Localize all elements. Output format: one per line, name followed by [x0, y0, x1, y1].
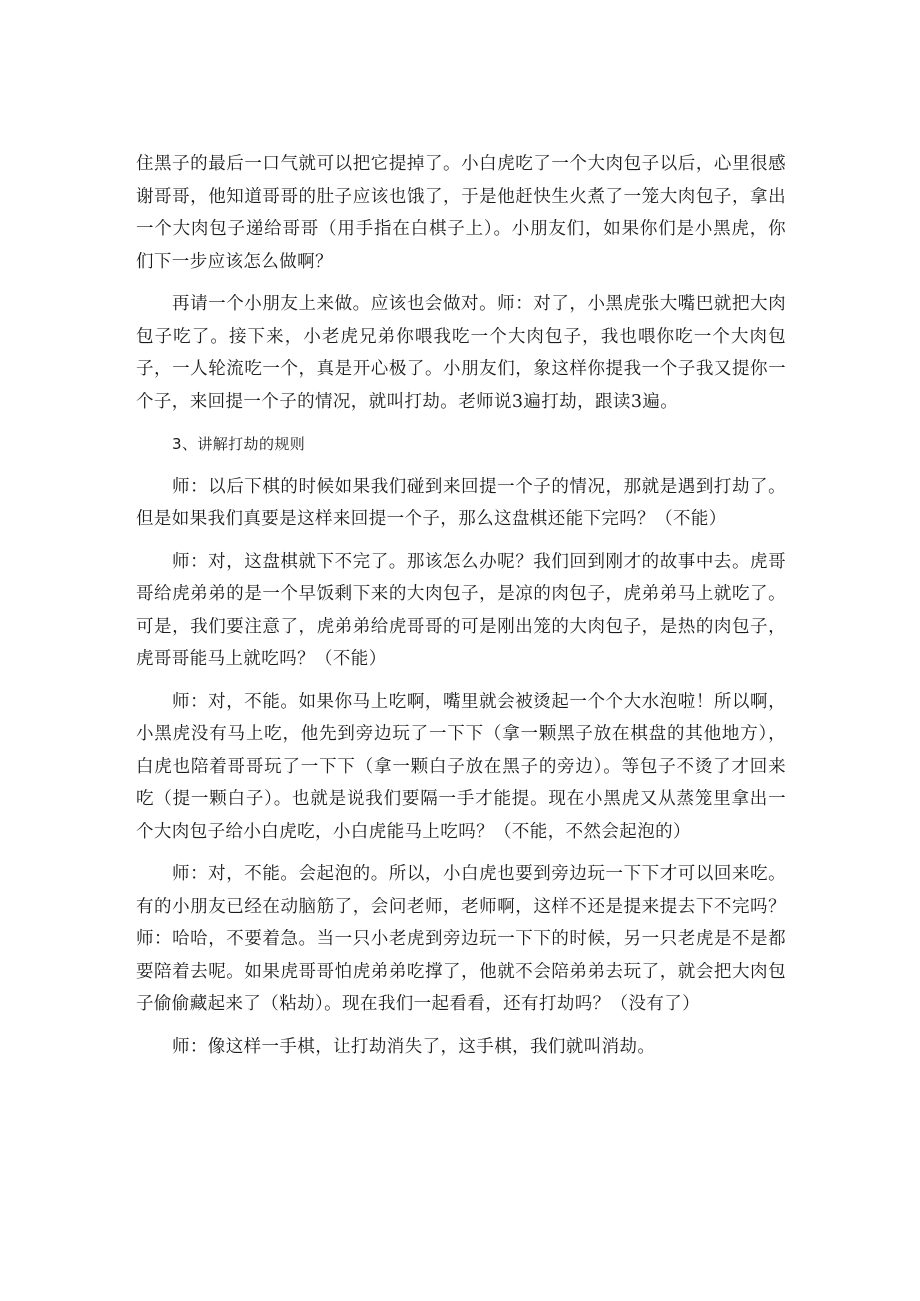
paragraph-4: 师：对，这盘棋就下不完了。那该怎么办呢？我们回到刚才的故事中去。虎哥哥给虎弟弟的是一个早饭剩下来的大肉包子，是凉的肉包子，虎弟弟马上就吃了。可是，我们要注意了，虎弟弟给虎哥哥的可是刚出笼的大肉包子，是热的肉包子，虎哥哥能马上就吃吗？（不能）	[136, 551, 786, 669]
paragraph-6: 师：对，不能。会起泡的。所以，小白虎也要到旁边玩一下下才可以回来吃。有的小朋友已经在动脑筋了，会问老师，老师啊，这样不还是提来提去下不完吗？师：哈哈，不要着急。当一只小老虎到旁边玩一下下的时候，另一只老虎是不是都要陪着去呢。如果虎哥哥怕虎弟弟吃撑了，他就不会陪弟弟去玩了，就会把大肉包子偷偷藏起来了（粘劫）。现在我们一起看看，还有打劫吗？（没有了）	[136, 864, 786, 1014]
paragraph-2: 再请一个小朋友上来做。应该也会做对。师：对了，小黑虎张大嘴巴就把大肉包子吃了。接下来，小老虎兄弟你喂我吃一个大肉包子，我也喂你吃一个大肉包子，一人轮流吃一个，真是开心极了。小朋友们，象这样你提我一个子我又提你一个子，来回提一个子的情况，就叫打劫。老师说3遍打劫，跟读3遍。	[136, 294, 786, 412]
paragraph-5: 师：对，不能。如果你马上吃啊，嘴里就会被烫起一个个大水泡啦！所以啊，小黑虎没有马上吃，他先到旁边玩了一下下（拿一颗黑子放在棋盘的其他地方），白虎也陪着哥哥玩了一下下（拿一颗白子放在黑子的旁边）。等包子不烫了才回来吃（提一颗白子）。也就是说我们要隔一手才能提。现在小黑虎又从蒸笼里拿出一个大肉包子给小白虎吃，小白虎能马上吃吗？（不能，不然会起泡的）	[136, 691, 786, 842]
paragraph-7: 师：像这样一手棋，让打劫消失了，这手棋，我们就叫消劫。	[172, 1036, 656, 1057]
paragraph-1: 住黑子的最后一口气就可以把它提掉了。小白虎吃了一个大肉包子以后，心里很感谢哥哥，他知道哥哥的肚子应该也饿了，于是他赶快生火煮了一笼大肉包子，拿出一个大肉包子递给哥哥（用手指在白棋子上）。小朋友们，如果你们是小黑虎，你们下一步应该怎么做啊？	[136, 154, 786, 272]
section-heading: 3、讲解打劫的规则	[172, 435, 306, 453]
paragraph-3: 师：以后下棋的时候如果我们碰到来回提一个子的情况，那就是遇到打劫了。但是如果我们真要是这样来回提一个子，那么这盘棋还能下完吗？（不能）	[136, 476, 786, 529]
document-body	[136, 148, 786, 1073]
